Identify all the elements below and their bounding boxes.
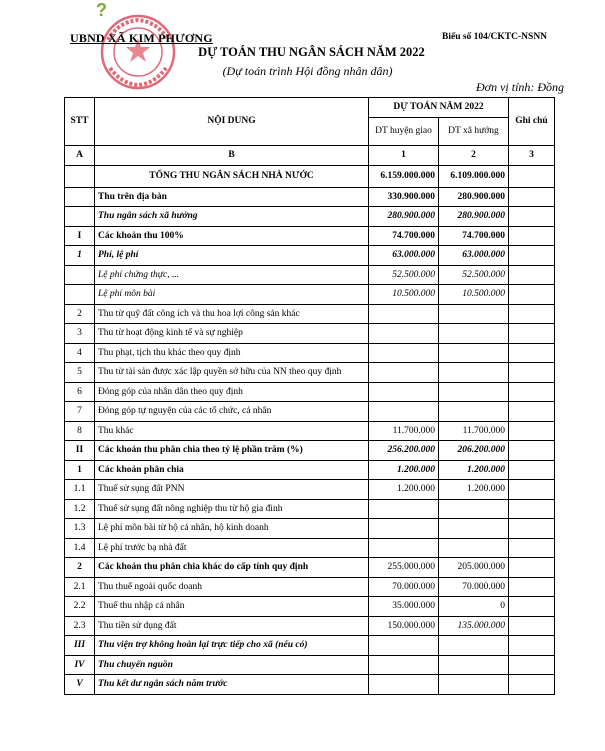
row-note [509, 246, 555, 266]
row-note [509, 207, 555, 227]
row-note [509, 675, 555, 695]
row-dt-xa [439, 636, 509, 656]
row-stt: I [65, 226, 95, 246]
table-row [65, 324, 555, 344]
row-note [509, 324, 555, 344]
row-note [509, 460, 555, 480]
row-dt-huyen: 280.900.000 [369, 207, 439, 227]
table-row [65, 343, 555, 363]
row-label: Thu kết dư ngân sách năm trước [95, 675, 369, 695]
row-note [509, 304, 555, 324]
table-row [65, 597, 555, 617]
row-stt: 2.2 [65, 597, 95, 617]
index-cell: 3 [509, 145, 555, 165]
row-dt-xa: 280.900.000 [439, 207, 509, 227]
row-label: Thu từ quỹ đất công ích và thu hoa lợi công sản khác [95, 304, 369, 324]
header-estimate: DỰ TOÁN NĂM 2022 [369, 98, 509, 118]
row-note [509, 519, 555, 539]
row-stt [65, 165, 95, 187]
row-stt: 1 [65, 246, 95, 266]
row-dt-huyen [369, 499, 439, 519]
row-stt: 3 [65, 324, 95, 344]
table-row [65, 519, 555, 539]
row-note [509, 402, 555, 422]
row-dt-huyen [369, 636, 439, 656]
row-dt-xa: 11.700.000 [439, 421, 509, 441]
row-label: Thu từ tài sản được xác lập quyền sở hữu của NN theo quy định [95, 363, 369, 383]
row-note [509, 265, 555, 285]
row-label: Thu tiền sử dụng đất [95, 616, 369, 636]
row-label: Các khoản phân chia [95, 460, 369, 480]
table-row [65, 441, 555, 461]
table-row [65, 675, 555, 695]
row-dt-huyen: 63.000.000 [369, 246, 439, 266]
row-label: Thu ngân sách xã hưởng [95, 207, 369, 227]
row-stt: 2 [65, 304, 95, 324]
table-row [65, 460, 555, 480]
row-dt-huyen [369, 675, 439, 695]
row-stt: V [65, 675, 95, 695]
row-note [509, 187, 555, 207]
row-label: Lệ phí trước bạ nhà đất [95, 538, 369, 558]
row-label: Thu trên địa bàn [95, 187, 369, 207]
row-stt: III [65, 636, 95, 656]
row-stt: 5 [65, 363, 95, 383]
row-stt [65, 265, 95, 285]
row-dt-xa: 10.500.000 [439, 285, 509, 305]
row-dt-huyen: 74.700.000 [369, 226, 439, 246]
row-note [509, 226, 555, 246]
row-dt-xa [439, 363, 509, 383]
header-dt-xa: DT xã hướng [439, 117, 509, 145]
table-row [65, 655, 555, 675]
table-row [65, 187, 555, 207]
row-label: Thu từ hoạt động kinh tế và sự nghiệp [95, 324, 369, 344]
row-label: TỔNG THU NGÂN SÁCH NHÀ NƯỚC [95, 165, 369, 187]
row-dt-xa: 70.000.000 [439, 577, 509, 597]
row-note [509, 597, 555, 617]
table-row [65, 421, 555, 441]
row-note [509, 480, 555, 500]
row-label: Lệ phí môn bài [95, 285, 369, 305]
header-stt: STT [65, 98, 95, 146]
row-dt-huyen: 52.500.000 [369, 265, 439, 285]
header-dt-huyen: DT huyện giao [369, 117, 439, 145]
row-dt-xa: 63.000.000 [439, 246, 509, 266]
table-row [65, 382, 555, 402]
index-cell: B [95, 145, 369, 165]
row-dt-huyen [369, 538, 439, 558]
row-label: Lệ phí môn bài từ hộ cá nhân, hộ kinh doanh [95, 519, 369, 539]
row-stt: 4 [65, 343, 95, 363]
table-row [65, 616, 555, 636]
row-note [509, 441, 555, 461]
row-dt-huyen [369, 304, 439, 324]
row-note [509, 655, 555, 675]
row-label: Đóng góp tự nguyện của các tổ chức, cá nhân [95, 402, 369, 422]
row-dt-xa: 1.200.000 [439, 460, 509, 480]
row-label: Lệ phí chứng thực, ... [95, 265, 369, 285]
row-dt-xa [439, 402, 509, 422]
row-dt-huyen [369, 343, 439, 363]
row-dt-xa [439, 304, 509, 324]
row-stt: 1 [65, 460, 95, 480]
row-label: Thu chuyển nguồn [95, 655, 369, 675]
row-stt [65, 187, 95, 207]
row-label: Thu viện trợ không hoàn lại trực tiếp cho xã (nếu có) [95, 636, 369, 656]
row-stt: IV [65, 655, 95, 675]
table-row [65, 636, 555, 656]
table-row [65, 558, 555, 578]
question-mark-icon: ? [96, 0, 107, 20]
row-dt-huyen [369, 363, 439, 383]
row-note [509, 382, 555, 402]
row-label: Thu khác [95, 421, 369, 441]
row-dt-huyen [369, 382, 439, 402]
row-note [509, 538, 555, 558]
table-row [65, 577, 555, 597]
row-dt-xa [439, 675, 509, 695]
row-stt: 1.3 [65, 519, 95, 539]
row-stt: 2.3 [65, 616, 95, 636]
row-dt-huyen [369, 402, 439, 422]
row-note [509, 577, 555, 597]
row-dt-huyen: 11.700.000 [369, 421, 439, 441]
row-note [509, 558, 555, 578]
row-note [509, 499, 555, 519]
row-stt: 7 [65, 402, 95, 422]
row-dt-xa [439, 519, 509, 539]
row-dt-huyen [369, 519, 439, 539]
page-subtitle: (Dự toán trình Hội đồng nhân dân) [222, 64, 393, 78]
row-dt-xa: 74.700.000 [439, 226, 509, 246]
form-number: Biểu số 104/CKTC-NSNN [442, 32, 548, 42]
row-stt: 1.1 [65, 480, 95, 500]
table-row [65, 246, 555, 266]
table-row [65, 226, 555, 246]
row-label: Các khoản thu phân chia khác do cấp tỉnh quy định [95, 558, 369, 578]
row-stt [65, 207, 95, 227]
table-row [65, 363, 555, 383]
table-row [65, 499, 555, 519]
row-stt [65, 285, 95, 305]
budget-table [64, 97, 555, 695]
row-stt: 1.4 [65, 538, 95, 558]
row-dt-xa: 206.200.000 [439, 441, 509, 461]
row-dt-huyen [369, 655, 439, 675]
page-title: DỰ TOÁN THU NGÂN SÁCH NĂM 2022 [198, 45, 425, 59]
row-dt-huyen [369, 324, 439, 344]
row-label: Đóng góp của nhân dân theo quy định [95, 382, 369, 402]
row-dt-xa [439, 538, 509, 558]
row-label: Phí, lệ phí [95, 246, 369, 266]
row-dt-huyen: 1.200.000 [369, 460, 439, 480]
row-note [509, 363, 555, 383]
table-row [65, 165, 555, 187]
row-note [509, 421, 555, 441]
row-stt: 1.2 [65, 499, 95, 519]
row-dt-huyen: 150.000.000 [369, 616, 439, 636]
index-cell: 2 [439, 145, 509, 165]
header-note: Ghi chú [509, 98, 555, 146]
row-dt-xa: 205.000.000 [439, 558, 509, 578]
index-cell: 1 [369, 145, 439, 165]
row-dt-xa: 52.500.000 [439, 265, 509, 285]
row-label: Thu thuế ngoài quốc doanh [95, 577, 369, 597]
row-label: Thuế thu nhập cá nhân [95, 597, 369, 617]
row-dt-xa: 1.200.000 [439, 480, 509, 500]
row-stt: II [65, 441, 95, 461]
index-cell: A [65, 145, 95, 165]
row-label: Các khoản thu phân chia theo tỷ lệ phần trăm (%) [95, 441, 369, 461]
row-note [509, 636, 555, 656]
table-row [65, 285, 555, 305]
row-dt-xa [439, 655, 509, 675]
row-note [509, 616, 555, 636]
table-row [65, 265, 555, 285]
row-stt: 2.1 [65, 577, 95, 597]
row-dt-huyen: 70.000.000 [369, 577, 439, 597]
row-stt: 6 [65, 382, 95, 402]
row-dt-xa [439, 324, 509, 344]
row-dt-huyen: 256.200.000 [369, 441, 439, 461]
row-dt-huyen: 1.200.000 [369, 480, 439, 500]
unit-label: Đơn vị tính: Đồng [476, 80, 565, 94]
row-dt-huyen: 255.000.000 [369, 558, 439, 578]
row-stt: 8 [65, 421, 95, 441]
table-row [65, 480, 555, 500]
row-label: Thuế sử sụng đất nông nghiệp thu từ hộ gia đình [95, 499, 369, 519]
organization-name: UBND XÃ KIM PHƯƠNG [70, 31, 213, 45]
table-row [65, 304, 555, 324]
row-note [509, 165, 555, 187]
row-dt-huyen: 10.500.000 [369, 285, 439, 305]
row-dt-xa: 280.900.000 [439, 187, 509, 207]
row-label: Thu phạt, tịch thu khác theo quy định [95, 343, 369, 363]
row-label: Thuế sử sụng đất PNN [95, 480, 369, 500]
row-dt-huyen: 330.900.000 [369, 187, 439, 207]
header-content: NỘI DUNG [95, 98, 369, 146]
row-dt-xa [439, 343, 509, 363]
table-row [65, 207, 555, 227]
row-dt-huyen: 35.000.000 [369, 597, 439, 617]
row-note [509, 285, 555, 305]
table-row [65, 402, 555, 422]
row-dt-xa [439, 382, 509, 402]
row-note [509, 343, 555, 363]
row-dt-xa: 6.109.000.000 [439, 165, 509, 187]
row-dt-xa [439, 499, 509, 519]
row-dt-xa: 0 [439, 597, 509, 617]
row-stt: 2 [65, 558, 95, 578]
row-dt-huyen: 6.159.000.000 [369, 165, 439, 187]
row-label: Các khoản thu 100% [95, 226, 369, 246]
row-dt-xa: 135.000.000 [439, 616, 509, 636]
table-row [65, 538, 555, 558]
